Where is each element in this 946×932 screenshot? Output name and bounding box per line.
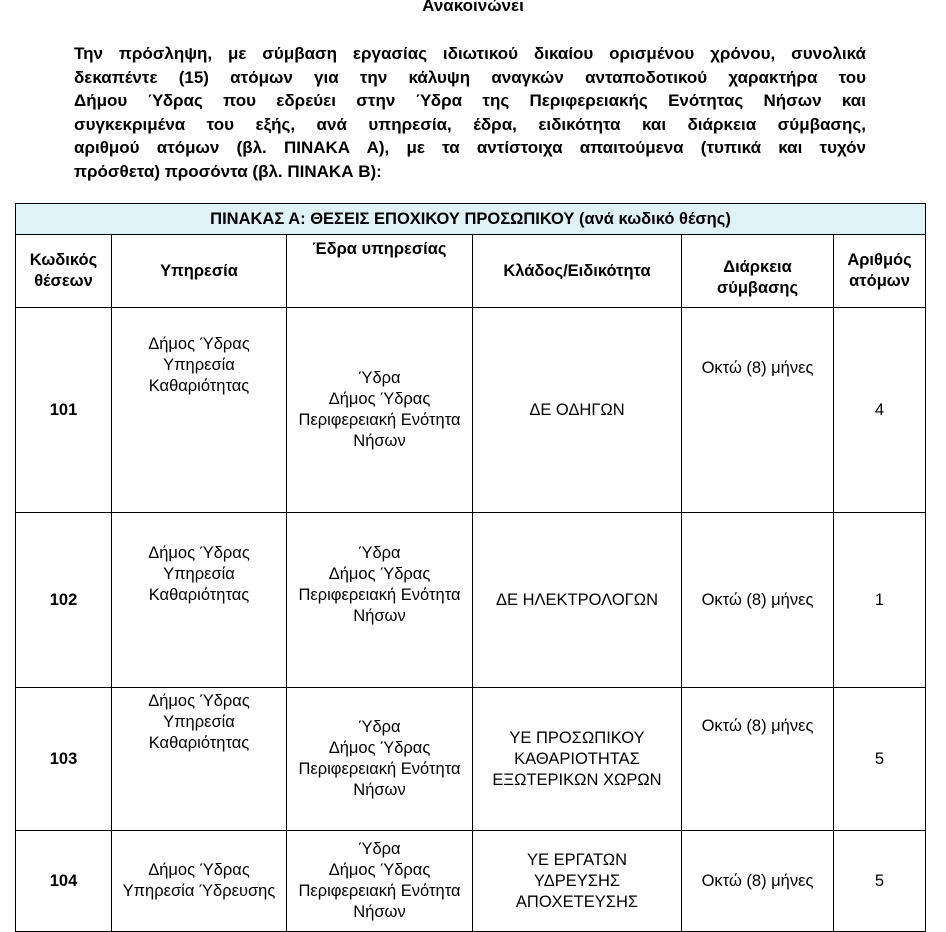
- announcement-heading: Ανακοινώνει: [422, 0, 524, 15]
- intro-line: συγκεκριμένα του εξής, ανά υπηρεσία, έδρα, ειδικότητα και διάρκεια σύμβασης,: [74, 114, 866, 134]
- cell-text: Ύδρα: [358, 718, 401, 736]
- cell-text: ΥΕ ΕΡΓΑΤΩΝ: [527, 850, 627, 869]
- cell-text: Δήμος Ύδρας: [148, 544, 250, 562]
- cell-specialty: [473, 308, 682, 513]
- header-text: Υπηρεσία: [160, 261, 238, 280]
- cell-text: ΥΕ ΠΡΟΣΩΠΙΚΟΥ: [509, 728, 645, 747]
- cell-duration: Οκτώ (8) μήνες: [682, 688, 834, 831]
- cell-text: Ύδρα: [358, 369, 401, 387]
- cell-persons: 1: [834, 513, 926, 688]
- header-text: ατόμων: [849, 272, 910, 290]
- cell-text: Δήμος Ύδρας: [328, 565, 431, 583]
- header-persons: [834, 235, 926, 308]
- cell-service: [112, 831, 287, 932]
- cell-duration: Οκτώ (8) μήνες: [682, 308, 834, 513]
- intro-line: αριθμού ατόμων (βλ. ΠΙΝΑΚΑ Α), με τα αντίστοιχα απαιτούμενα (τυπικά και τυχόν: [74, 138, 866, 157]
- cell-persons: 5: [834, 831, 926, 932]
- cell-text: Υπηρεσία: [163, 356, 235, 374]
- cell-code: 104: [16, 831, 112, 932]
- table-row: [16, 688, 926, 831]
- cell-text: Νήσων: [353, 607, 406, 625]
- cell-persons: 5: [834, 688, 926, 831]
- cell-service: [112, 513, 287, 688]
- cell-text: Δήμος Ύδρας: [328, 390, 431, 408]
- intro-line: πρόσθετα) προσόντα (βλ. ΠΙΝΑΚΑ Β):: [74, 161, 382, 181]
- header-service: [112, 235, 287, 308]
- cell-text: ΑΠΟΧΕΤΕΥΣΗΣ: [515, 892, 639, 911]
- header-text: Κωδικός: [29, 251, 98, 269]
- table-row: [16, 513, 926, 688]
- table-title-row: [16, 204, 926, 235]
- cell-text: ΥΔΡΕΥΣΗΣ: [533, 871, 621, 890]
- cell-text: ΕΞΩΤΕΡΙΚΩΝ ΧΩΡΩΝ: [492, 770, 662, 789]
- cell-text: Δήμος Ύδρας: [328, 861, 431, 879]
- cell-seat: [287, 308, 473, 513]
- cell-text: ΔΕ ΟΔΗΓΩΝ: [529, 400, 625, 419]
- cell-duration: Οκτώ (8) μήνες: [682, 513, 834, 688]
- intro-line: Την πρόσληψη, με σύμβαση εργασίας ιδιωτικού δικαίου ορισμένου χρόνου, συνολικά: [74, 44, 866, 63]
- cell-duration: Οκτώ (8) μήνες: [682, 831, 834, 932]
- header-seat: [287, 235, 473, 308]
- intro-paragraph: [74, 42, 866, 183]
- table-title: ΠΙΝΑΚΑΣ Α: ΘΕΣΕΙΣ ΕΠΟΧΙΚΟΥ ΠΡΟΣΩΠΙΚΟΥ (ανά κωδικό θέσης): [16, 204, 926, 235]
- header-specialty: [473, 235, 682, 308]
- cell-text: Περιφερειακή Ενότητα: [298, 411, 461, 429]
- table-row: [16, 308, 926, 513]
- header-duration: [682, 235, 834, 308]
- cell-service: [112, 308, 287, 513]
- cell-service: [112, 688, 287, 831]
- positions-table: [15, 203, 926, 932]
- cell-specialty: [473, 831, 682, 932]
- cell-text: Ύδρα: [358, 840, 401, 858]
- cell-text: ΚΑΘΑΡΙΟΤΗΤΑΣ: [514, 749, 640, 768]
- header-text: Έδρα υπηρεσίας: [312, 240, 447, 258]
- cell-text: Περιφερειακή Ενότητα: [298, 882, 461, 900]
- cell-text: Δήμος Ύδρας: [148, 335, 250, 353]
- cell-text: ΔΕ ΗΛΕΚΤΡΟΛΟΓΩΝ: [495, 590, 659, 609]
- table-row: [16, 831, 926, 932]
- cell-text: Δήμος Ύδρας: [148, 692, 250, 710]
- table-header-row: [16, 235, 926, 308]
- header-text: Κλάδος/Ειδικότητα: [503, 261, 651, 280]
- header-text: Διάρκεια: [723, 258, 792, 276]
- header-text: θέσεων: [34, 272, 93, 290]
- cell-text: Καθαριότητας: [148, 377, 250, 395]
- intro-line: δεκαπέντε (15) ατόμων για την κάλυψη αναγκών ανταποδοτικού χαρακτήρα του: [74, 67, 866, 87]
- cell-code: 101: [16, 308, 112, 513]
- cell-text: Περιφερειακή Ενότητα: [298, 760, 461, 778]
- cell-text: Περιφερειακή Ενότητα: [298, 586, 461, 604]
- cell-seat: [287, 688, 473, 831]
- cell-text: Δήμος Ύδρας: [148, 861, 250, 879]
- cell-text: Καθαριότητας: [148, 586, 250, 604]
- cell-text: Υπηρεσία: [163, 565, 235, 583]
- cell-text: Νήσων: [353, 903, 406, 921]
- cell-persons: 4: [834, 308, 926, 513]
- cell-specialty: [473, 513, 682, 688]
- cell-seat: [287, 831, 473, 932]
- header-text: σύμβασης: [716, 279, 799, 297]
- intro-line: Δήμου Ύδρας που εδρεύει στην Ύδρα της Περιφερειακής Ενότητας Νήσων και: [74, 91, 866, 110]
- cell-specialty: [473, 688, 682, 831]
- cell-seat: [287, 513, 473, 688]
- cell-text: Ύδρα: [358, 544, 401, 562]
- cell-text: Υπηρεσία Ύδρευσης: [122, 882, 276, 900]
- cell-code: 103: [16, 688, 112, 831]
- cell-code: 102: [16, 513, 112, 688]
- cell-text: Υπηρεσία: [163, 713, 235, 731]
- header-code: [16, 235, 112, 308]
- cell-text: Νήσων: [353, 781, 406, 799]
- header-text: Αριθμός: [847, 251, 912, 269]
- cell-text: Καθαριότητας: [148, 734, 250, 752]
- cell-text: Νήσων: [353, 432, 406, 450]
- cell-text: Δήμος Ύδρας: [328, 739, 431, 757]
